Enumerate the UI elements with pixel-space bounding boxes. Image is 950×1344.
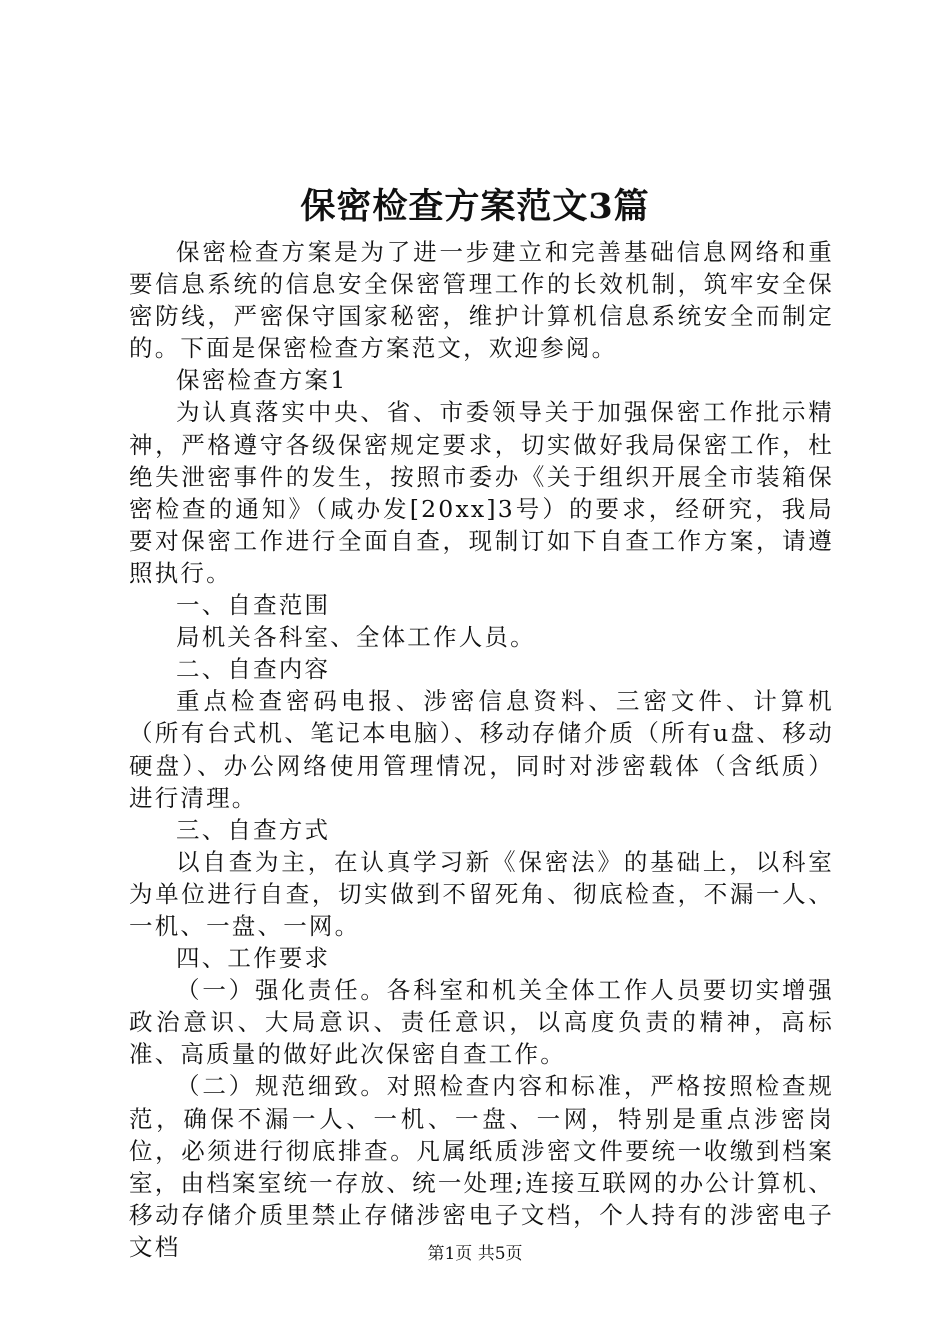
intro-paragraph: 保密检查方案是为了进一步建立和完善基础信息网络和重要信息系统的信息安全保密管理工作的长效机制，筑牢安全保密防线，严密保守国家秘密，维护计算机信息系统安全而制定的。下面是保密检查方案范文，欢迎参阅。 (129, 238, 834, 363)
body-paragraph: （一）强化责任。各科室和机关全体工作人员要切实增强政治意识、大局意识、责任意识，以高度负责的精神，高标准、高质量的做好此次保密自查工作。 (129, 976, 834, 1069)
section-heading: 二、自查内容 (176, 655, 331, 684)
body-paragraph: 以自查为主，在认真学习新《保密法》的基础上，以科室为单位进行自查，切实做到不留死角、彻底检查，不漏一人、一机、一盘、一网。 (129, 847, 834, 940)
body-paragraph: 为认真落实中央、省、市委领导关于加强保密工作批示精神，严格遵守各级保密规定要求，切实做好我局保密工作，杜绝失泄密事件的发生，按照市委办《关于组织开展全市装箱保密检查的通知》（咸办发[20xx]3号）的要求，经研究，我局要对保密工作进行全面自查，现制订如下自查工作方案，请遵照执行。 (129, 398, 834, 587)
section-heading: 四、工作要求 (176, 944, 331, 973)
section-heading: 一、自查范围 (176, 591, 331, 620)
page-footer: 第1页 共5页 (427, 1244, 523, 1264)
body-paragraph: 局机关各科室、全体工作人员。 (176, 623, 536, 652)
document-title: 保密检查方案范文3篇 (300, 186, 650, 227)
section-heading: 三、自查方式 (176, 815, 331, 844)
body-paragraph: 重点检查密码电报、涉密信息资料、三密文件、计算机（所有台式机、笔记本电脑）、移动存储介质（所有u盘、移动硬盘）、办公网络使用管理情况，同时对涉密载体（含纸质）进行清理。 (129, 687, 834, 812)
body-paragraph: （二）规范细致。对照检查内容和标准，严格按照检查规范，确保不漏一人、一机、一盘、一网，特别是重点涉密岗位，必须进行彻底排查。凡属纸质涉密文件要统一收缴到档案室，由档案室统一存放、统一处理;连接互联网的办公计算机、移动存储介质里禁止存储涉密电子文档，个人持有的涉密电子文档 (129, 1072, 834, 1261)
document-body (129, 236, 834, 1263)
section-heading: 保密检查方案1 (176, 366, 348, 395)
